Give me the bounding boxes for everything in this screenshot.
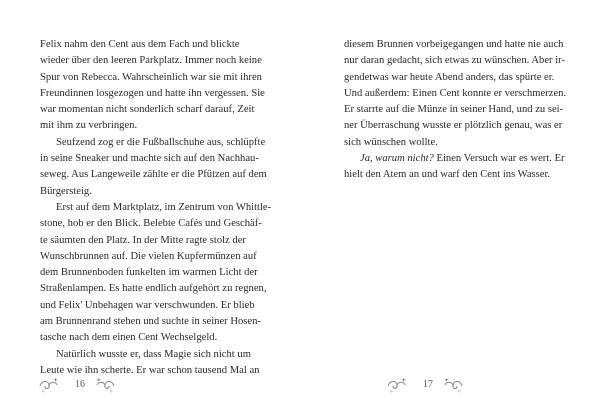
- text-line: diesem Brunnen vorbeigegangen und hatte nie auch: [344, 39, 564, 50]
- text-line: Freundinnen losgezogen und hatte ihn vergessen. Sie: [40, 87, 265, 99]
- text-line: hielt den Atem an und warf den Cent ins Wasser.: [344, 169, 551, 181]
- paragraph: [40, 135, 266, 200]
- text-line: war momentan nicht sonderlich scharf darauf, Zeit: [40, 104, 255, 116]
- text-line: Erst auf dem Marktplatz, im Zentrum von Whittle-: [56, 201, 272, 213]
- text-line: tasche nach dem einen Cent Wechselgeld.: [40, 332, 218, 344]
- paragraph: [40, 37, 266, 135]
- text-line: wieder über den leeren Parkplatz. Immer noch keine: [40, 55, 262, 67]
- text-line: Und außerdem: Einen Cent konnte er verschmerzen.: [344, 87, 567, 99]
- text-line: dem Brunnenboden funkelten im warmen Licht der: [40, 267, 258, 279]
- text-line: und Felix' Unbehagen war verschwunden. Er blieb: [40, 299, 255, 311]
- text-line: Seufzend zog er die Fußballschuhe aus, schlüpfte: [56, 136, 266, 148]
- text-line: sich wünschen wollte.: [344, 136, 438, 148]
- page-footer: [300, 372, 600, 402]
- text-line: Er starrte auf die Münze in seiner Hand, und zu sei-: [344, 104, 564, 116]
- swirl-star-ornament-icon: [94, 376, 116, 394]
- right-page-text: [344, 37, 570, 184]
- left-page-text: [40, 37, 272, 379]
- text-line: Bürgersteig.: [40, 185, 92, 197]
- text-fragment: Einen Versuch war es wert. Er: [433, 153, 565, 165]
- paragraph: [344, 37, 570, 151]
- svg-text:✦: ✦: [401, 378, 407, 384]
- svg-text:✦: ✦: [96, 378, 102, 384]
- svg-text:✦: ✦: [444, 378, 450, 384]
- text-line: Leute wie ihn scherte. Er war schon tausend Mal an: [40, 364, 260, 376]
- swirl-star-ornament-icon: [386, 376, 408, 394]
- text-line: stone, hob er den Blick. Belebte Cafés und Geschäf-: [40, 218, 262, 230]
- italic-thought: Ja, warum nicht?: [360, 153, 434, 165]
- text-line: nur daran gedacht, sich etwas zu wünschen. Aber ir-: [344, 55, 565, 67]
- paragraph: [40, 200, 272, 347]
- text-line: in seine Sneaker und machte sich auf den Nachhau-: [40, 153, 259, 165]
- page-footer: [0, 372, 300, 402]
- swirl-star-ornament-icon: [38, 376, 60, 394]
- svg-text:✦: ✦: [53, 378, 59, 384]
- text-line: te säumten den Platz. In der Mitte ragte stolz der: [40, 234, 246, 246]
- svg-text:✧: ✧: [457, 390, 462, 394]
- right-page: [300, 0, 600, 418]
- text-line: mit ihm zu verbringen.: [40, 120, 138, 132]
- text-line: seweg. Aus Langeweile zählte er die Pfützen auf dem: [40, 169, 267, 181]
- text-line: ner Überraschung wusste er plötzlich genau, was er: [344, 120, 563, 132]
- text-line: am Brunnenrand stehen und suchte in seiner Hosen-: [40, 316, 261, 328]
- page-number: 16: [75, 379, 85, 390]
- text-line: Felix nahm den Cent aus dem Fach und blickte: [40, 39, 240, 50]
- text-line: Natürlich wusste er, dass Magie sich nicht um: [56, 348, 251, 360]
- text-line: gendetwas war heute Abend anders, das spürte er.: [344, 71, 555, 83]
- page-number: 17: [423, 379, 433, 390]
- svg-text:✧: ✧: [389, 390, 394, 394]
- swirl-star-ornament-icon: [442, 376, 464, 394]
- svg-text:✧: ✧: [109, 390, 114, 394]
- svg-text:✧: ✧: [41, 390, 46, 394]
- text-line: Spur von Rebecca. Wahrscheinlich war sie mit ihren: [40, 71, 262, 83]
- paragraph: [344, 151, 570, 184]
- text-line: Straßenlampen. Es hatte endlich aufgehört zu regnen,: [40, 283, 267, 295]
- text-line: [344, 151, 570, 167]
- text-line: Wunschbrunnen auf. Die vielen Kupfermünzen auf: [40, 250, 257, 262]
